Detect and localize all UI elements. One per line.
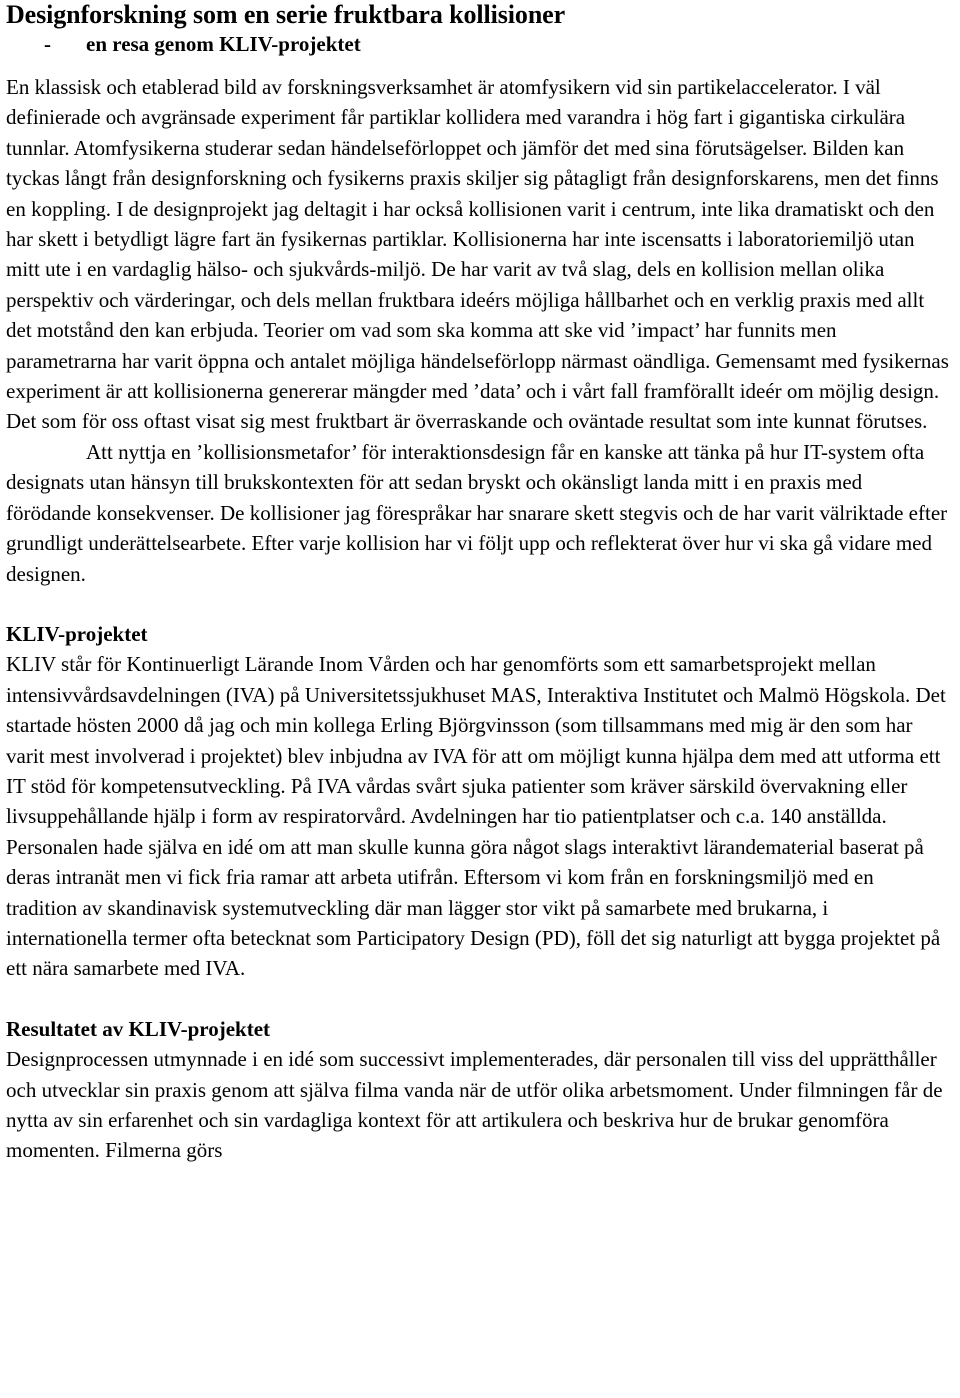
subtitle-dash: -: [44, 32, 51, 56]
document-title: Designforskning som en serie fruktbara kollisioner: [6, 0, 566, 29]
subtitle-text: en resa genom KLIV-projektet: [86, 32, 361, 56]
section-text-results: Designprocessen utmynnade i en idé som successivt implementerades, där personalen till viss del upprätthåller och utvecklar sin praxis genom att själva filma vanda när de utför olika arbetsmoment. Under filmningen får de nytta av sin erfarenhet och sin vardagliga kontext för att artikulera och beskriva hur de brukar genomföra momenten. Filmerna görs: [6, 1047, 943, 1163]
section-heading-results: Resultatet av KLIV-projektet: [6, 1016, 271, 1041]
metaphor-paragraph: Att nyttja en ’kollisionsmetafor’ för interaktionsdesign får en kanske att tänka på hur IT-system ofta designats utan hänsyn till brukskontexten för att sedan bryskt och okänsligt landa mitt i en praxis med förödande konsekvenser. De kollisioner jag förespråkar har snarare skett stegvis och de har varit välriktade efter grundligt underättelsearbete. Efter varje kollision har vi följt upp och reflekterat över hur vi ska gå vidare med designen.: [6, 439, 948, 586]
section-heading-kliv: KLIV-projektet: [6, 621, 148, 646]
intro-paragraph: En klassisk och etablerad bild av forskningsverksamhet är atomfysikern vid sin partikelaccelerator. I väl definierade och avgränsade experiment får partiklar kollidera med varandra i hög fart i gigantiska cirkulära tunnlar. Atomfysikerna studerar sedan händelseförloppet och jämför det med sina förutsägelser. Bilden kan tyckas långt från designforskning och fysikerns praxis skiljer sig påtagligt från designforskarens, men det finns en koppling. I de designprojekt jag deltagit i har också kollisionen varit i centrum, inte lika dramatiskt och den har skett i betydligt lägre fart än fysikernas partiklar. Kollisionerna har inte iscensatts i laboratoriemiljö utan mitt ute i en vardaglig hälso- och sjukvårds-miljö. De har varit av två slag, dels en kollision mellan olika perspektiv och värderingar, och dels mellan fruktbara ideérs möjliga hållbarhet och en verklig praxis med allt det motstånd den kan erbjuda. Teorier om vad som ska komma att ske vid ’impact’ har funnits men parametrarna har varit öppna och antalet möjliga händelseförlopp närmast oändliga. Gemensamt med fysikernas experiment är att kollisionerna genererar mängder med ’data’ och i vårt fall framförallt ideér om möjlig design. Det som för oss oftast visat sig mest fruktbart är överraskande och oväntade resultat som inte kunnat förutses.: [6, 75, 949, 434]
section-text-kliv: KLIV står för Kontinuerligt Lärande Inom Vården och har genomförts som ett samarbetsprojekt mellan intensivvårdsavdelningen (IVA) på Universitetssjukhuset MAS, Interaktiva Institutet och Malmö Högskola. Det startade hösten 2000 då jag och min kollega Erling Björgvinsson (som tillsammans med mig är den som har varit mest involverad i projektet) blev inbjudna av IVA för att om möjligt kunna hjälpa dem med att utforma ett IT stöd för kompetensutveckling. På IVA vårdas svårt sjuka patienter som kräver särskild övervakning eller livsuppehållande hjälp i form av respiratorvård. Avdelningen har tio patientplatser och c.a. 140 anställda. Personalen hade själva en idé om att man skulle kunna göra något slags interaktivt lärandematerial baserat på deras intranät men vi fick fria ramar att arbeta utifrån. Eftersom vi kom från en forskningsmiljö med en tradition av skandinavisk systemutveckling där man lägger stor vikt på samarbete med brukarna, i internationella termer ofta betecknat som Participatory Design (PD), föll det sig naturligt att bygga projektet på ett nära samarbete med IVA.: [6, 652, 946, 981]
document-subtitle: [6, 30, 950, 58]
